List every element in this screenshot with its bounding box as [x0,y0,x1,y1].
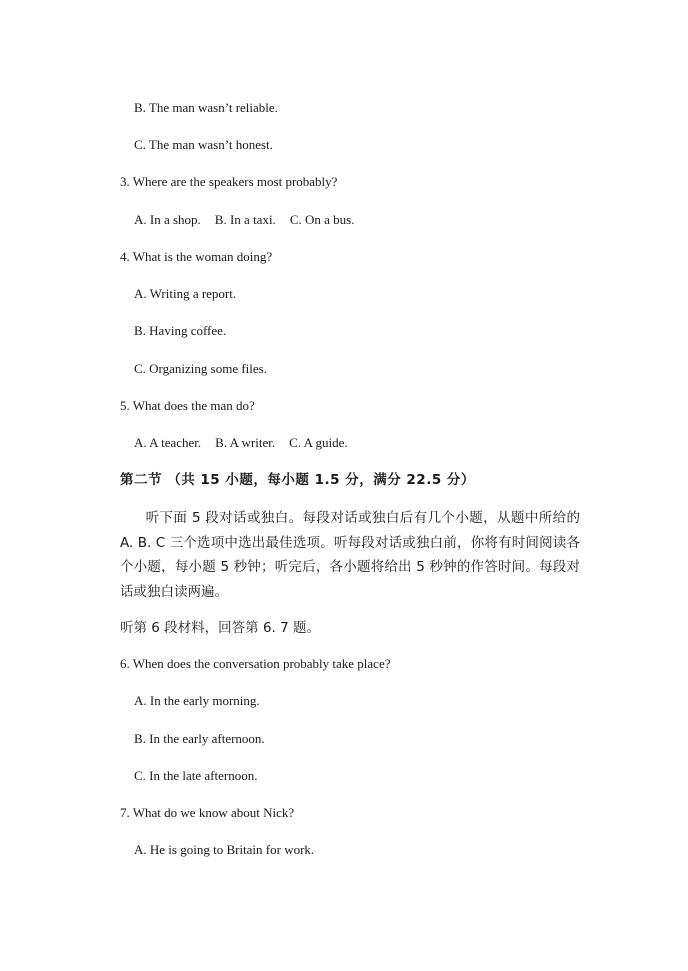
section-title: 第二节 （共 15 小题，每小题 1.5 分，满分 22.5 分） [120,472,475,488]
q3-question: 3. Where are the speakers most probably? [120,174,338,189]
instructions-paragraph: 听下面 5 段对话或独白。每段对话或独白后有几个小题，从题中所给的 A. B. C 三个选项中选出最佳选项。听每段对话或独白前，你将有时间阅读各个小题，每小题 5 秒钟；听完后，各小题将给出 5 秒钟的作答时间。每段对话或独白读两遍。 [120,510,580,600]
q7-question: 7. What do we know about Nick? [120,805,295,820]
q5-option-c: C. A guide. [289,435,348,450]
q5-options [134,434,348,452]
q3-option-c: C. On a bus. [289,212,355,227]
q5-question: 5. What does the man do? [120,398,255,413]
q6-option-c: C. In the late afternoon. [134,768,258,783]
q7-option-a: A. He is going to Britain for work. [134,842,315,857]
q6-question: 6. When does the conversation probably take place? [120,656,391,671]
material-6-heading: 听第 6 段材料，回答第 6. 7 题。 [120,620,321,636]
q2-option-b: B. The man wasn’t reliable. [134,100,278,115]
q5-option-a: A. A teacher. [134,435,202,450]
q4-option-a: A. Writing a report. [134,286,237,301]
q6-option-b: B. In the early afternoon. [134,731,265,746]
q4-option-c: C. Organizing some files. [134,361,267,376]
q4-question: 4. What is the woman doing? [120,249,273,264]
q6-option-a: A. In the early morning. [134,693,260,708]
q2-option-c: C. The man wasn’t honest. [134,137,273,152]
q5-option-b: B. A writer. [215,435,276,450]
q4-option-b: B. Having coffee. [134,323,227,338]
q3-option-b: B. In a taxi. [214,212,276,227]
q3-option-a: A. In a shop. [134,212,201,227]
q3-options [134,211,354,229]
